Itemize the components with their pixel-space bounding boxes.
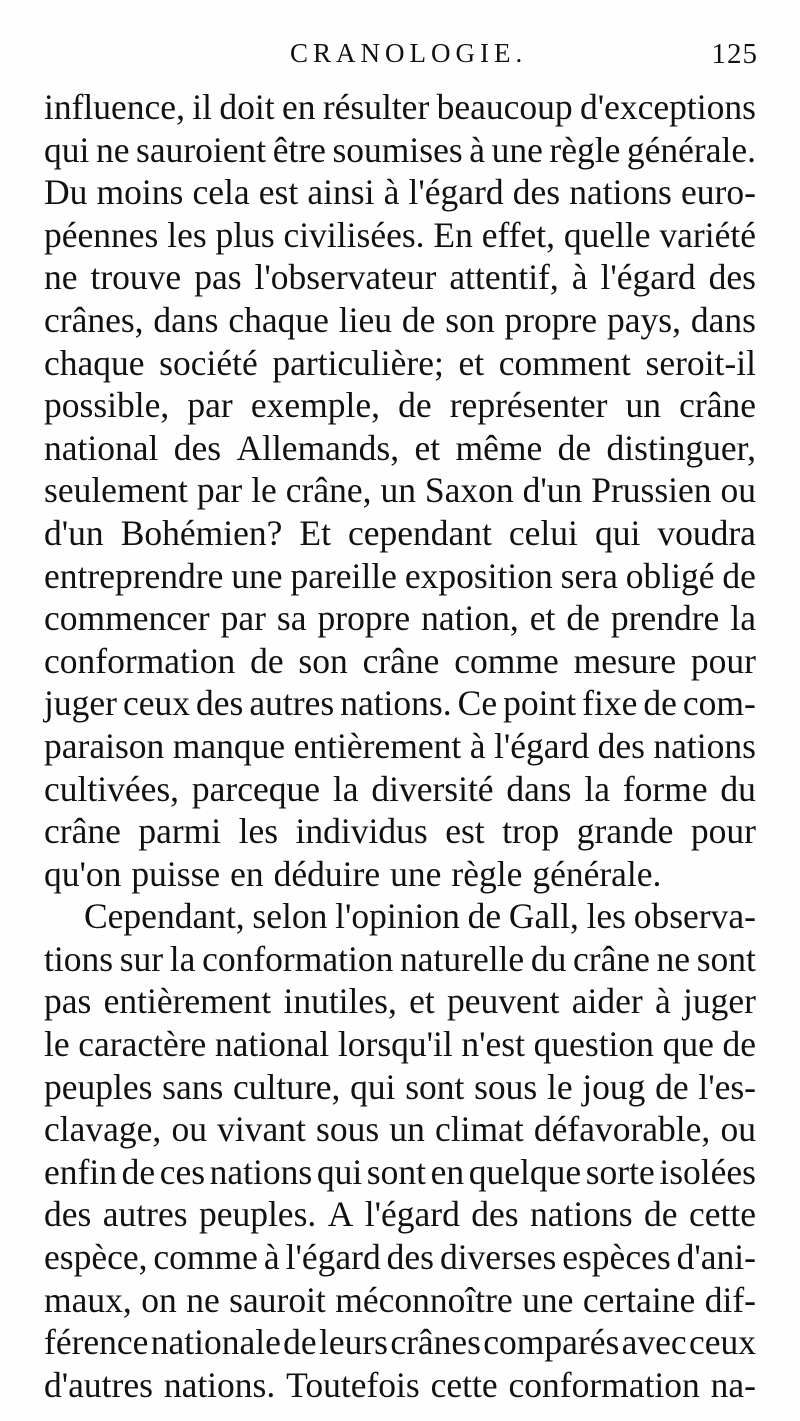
- page-header: [0, 38, 800, 78]
- text-line: le caractère national lorsqu'il n'est question que de: [44, 1024, 756, 1065]
- text-line: Du moins cela est ainsi à l'égard des nations euro-: [44, 172, 756, 213]
- text-line: qui ne sauroient être soumises à une règle générale.: [44, 129, 756, 170]
- text-line: des autres peuples. A l'égard des nations de cette: [44, 1194, 756, 1235]
- text-line: crâne parmi les individus est trop grande pour: [44, 811, 756, 852]
- text-line: commencer par sa propre nation, et de prendre la: [44, 598, 756, 639]
- text-line: influence, il doit en résulter beaucoup d'exceptions: [44, 87, 756, 127]
- text-line: crânes, dans chaque lieu de son propre pays, dans: [44, 299, 756, 340]
- text-line: paraison manque entièrement à l'égard des nations: [44, 725, 756, 766]
- text-line: ne trouve pas l'observateur attentif, à l'égard des: [44, 257, 756, 298]
- text-line: tions sur la conformation naturelle du crâne ne sont: [44, 938, 756, 979]
- text-line: cultivées, parceque la diversité dans la forme du: [44, 768, 756, 809]
- text-line: maux, on ne sauroit méconnoître une certaine dif-: [44, 1279, 756, 1320]
- running-title: CRANOLOGIE.: [290, 38, 528, 68]
- text-line: chaque société particulière; et comment seroit-il: [44, 342, 756, 383]
- text-line: conformation de son crâne comme mesure pour: [44, 640, 756, 681]
- text-line: espèce, comme à l'égard des diverses espèces d'ani-: [44, 1237, 756, 1278]
- text-line: Cependant, selon l'opinion de Gall, les observa-: [84, 896, 756, 937]
- body-text: [44, 86, 756, 1406]
- text-line: possible, par exemple, de représenter un crâne: [44, 385, 756, 426]
- text-line: qu'on puisse en déduire une règle générale.: [44, 853, 662, 894]
- text-line: d'un Bohémien? Et cependant celui qui voudra: [44, 512, 756, 553]
- text-line: clavage, ou vivant sous un climat défavorable, ou: [44, 1109, 756, 1150]
- text-line: seulement par le crâne, un Saxon d'un Prussien ou: [44, 470, 756, 511]
- text-line: d'autres nations. Toutefois cette conformation na-: [44, 1364, 756, 1405]
- text-line: pas entièrement inutiles, et peuvent aider à juger: [44, 981, 756, 1022]
- text-line: péennes les plus civilisées. En effet, quelle variété: [44, 214, 756, 255]
- page-number: 125: [711, 38, 758, 70]
- text-line: férence nationale de leurs crânes comparés avec ceux: [44, 1322, 756, 1363]
- text-line: entreprendre une pareille exposition sera obligé de: [44, 555, 756, 596]
- text-line: juger ceux des autres nations. Ce point fixe de com-: [44, 683, 756, 724]
- text-line: enfin de ces nations qui sont en quelque sorte isolées: [44, 1151, 756, 1192]
- text-line: national des Allemands, et même de distinguer,: [44, 427, 756, 468]
- text-line: peuples sans culture, qui sont sous le joug de l'es-: [44, 1066, 756, 1107]
